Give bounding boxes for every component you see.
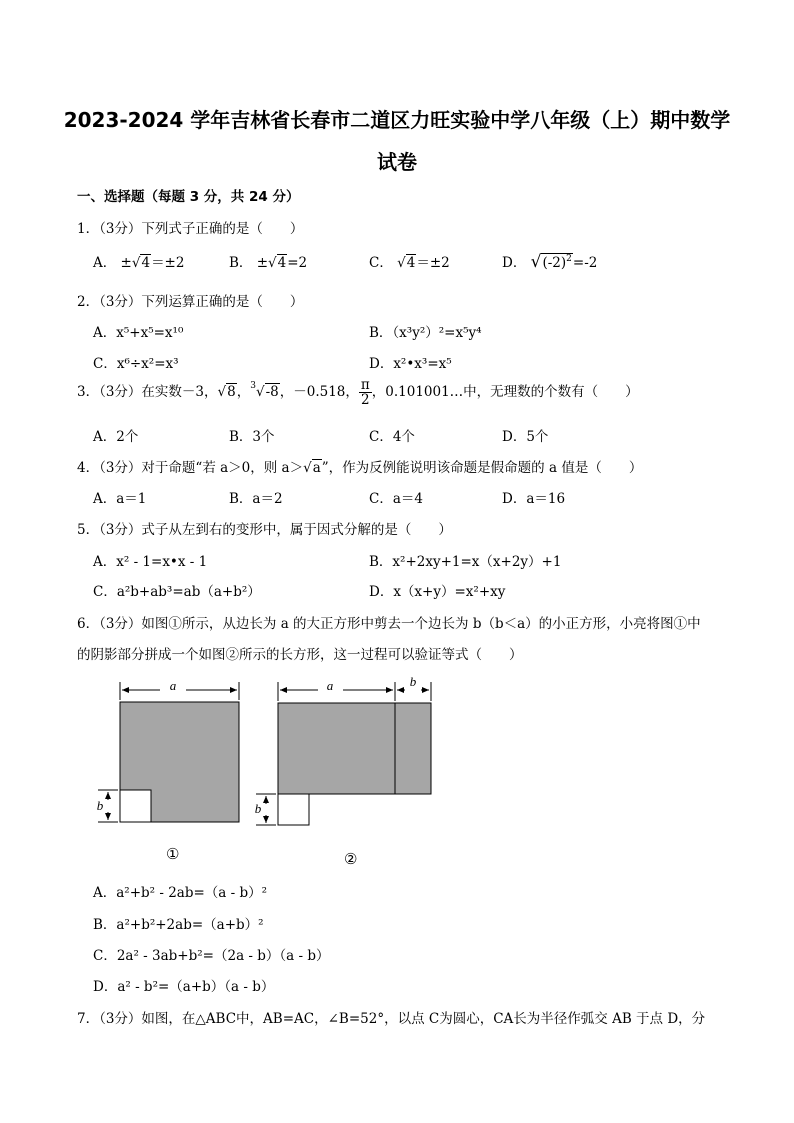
pi-over-two-fraction: $\frac{\pi}{2}$ <box>360 377 370 408</box>
sqrt-symbol: √4 <box>397 255 416 271</box>
q2-option-b: B．（x³y²）²=x⁵y⁴ <box>369 325 482 341</box>
figure-1-caption: ① <box>166 845 180 863</box>
figure-1 <box>97 678 239 822</box>
q4-option-c: C．a＝4 <box>369 491 423 507</box>
q2-option-a: A．x⁵+x⁵=x¹⁰ <box>93 325 184 341</box>
page-title-line2: 试卷 <box>377 150 417 174</box>
section-heading: 一、选择题（每题 3 分，共 24 分） <box>77 189 300 205</box>
q6-option-c: C．2a² - 3ab+b²=（2a - b）（a - b） <box>93 948 330 964</box>
figure-2-shaded-rectangle <box>278 703 431 794</box>
sqrt-symbol: √8 <box>217 384 236 400</box>
q3-option-b: B．3个 <box>229 429 275 445</box>
figure-2-caption: ② <box>344 850 358 868</box>
sqrt-symbol: $√(-2)^2$ <box>530 252 572 272</box>
figure-2-label-a: a <box>326 678 334 693</box>
figure-2-label-b-side: b <box>254 801 262 816</box>
sqrt-symbol: √a <box>303 460 321 476</box>
cube-root-symbol: $^3$√-8 <box>250 381 279 400</box>
q3-option-d: D．5个 <box>502 429 549 445</box>
q5-option-c: C．a²b+ab³=ab（a+b²） <box>93 584 261 600</box>
q5-option-b: B．x²+2xy+1=x（x+2y）+1 <box>369 554 562 570</box>
q4-stem: 4．（3分）对于命题“若 a＞0，则 a＞√a”，作为反例能说明该命题是假命题的 a 值是（ ） <box>77 460 643 476</box>
q5-option-d: D．x（x+y）=x²+xy <box>369 584 506 600</box>
q1-stem: 1．（3分）下列式子正确的是（ ） <box>77 221 304 237</box>
q6-option-a: A．a²+b² - 2ab=（a - b）² <box>93 885 268 901</box>
figure-1-label-a: a <box>169 678 177 693</box>
q2-option-c: C．x⁶÷x²=x³ <box>93 356 179 372</box>
q5-stem: 5．（3分）式子从左到右的变形中，属于因式分解的是（ ） <box>77 522 452 538</box>
sqrt-symbol: √4 <box>268 255 287 271</box>
figure-1-small-square <box>120 790 151 822</box>
q2-option-d: D．x²•x³=x⁵ <box>369 356 452 372</box>
sqrt-symbol: √4 <box>131 255 151 271</box>
q4-option-a: A．a＝1 <box>93 491 147 507</box>
q6-option-b: B．a²+b²+2ab=（a+b）² <box>93 917 264 933</box>
q2-stem: 2．（3分）下列运算正确的是（ ） <box>77 294 304 310</box>
figure-1-label-b: b <box>96 798 104 813</box>
page-title-line1: 2023-2024 学年吉林省长春市二道区力旺实验中学八年级（上）期中数学 <box>63 108 731 132</box>
q3-option-c: C．4个 <box>369 429 415 445</box>
q6-option-d: D．a² - b²=（a+b）（a - b） <box>93 979 275 995</box>
q6-stem-line1: 6．（3分）如图①所示，从边长为 a 的大正方形中剪去一个边长为 b（b＜a）的小正方形，小亮将图①中 <box>77 616 701 632</box>
figure-2 <box>255 674 431 825</box>
q1-option-a: A． ±√4＝±2 <box>93 255 185 271</box>
q6-stem-line2: 的阴影部分拼成一个如图②所示的长方形，这一过程可以验证等式（ ） <box>77 647 523 663</box>
figure-2-label-b: b <box>409 674 417 689</box>
q3-option-a: A．2个 <box>93 429 139 445</box>
q7-stem: 7．（3分）如图，在△ABC中，AB=AC，∠B=52°，以点 C为圆心，CA长为半径作弧交 AB 于点 D，分 <box>77 1011 706 1027</box>
q1-option-b: B． ±√4=2 <box>229 255 308 271</box>
q1-option-c: C． √4＝±2 <box>369 255 450 271</box>
q3-stem: 3．（3分）在实数－3，√8，$^3$√-8，－0.518， $\frac{\pi}{2}$ ，0.101001…中，无理数的个数有（ ） <box>77 377 639 408</box>
q6-figures <box>0 672 794 872</box>
q4-option-b: B．a＝2 <box>229 491 283 507</box>
q1-option-d: D． $√(-2)^2=-2$ <box>502 252 598 272</box>
q4-option-d: D．a＝16 <box>502 491 566 507</box>
figure-2-small-square <box>278 794 309 825</box>
q5-option-a: A．x² - 1=x•x - 1 <box>93 554 208 570</box>
